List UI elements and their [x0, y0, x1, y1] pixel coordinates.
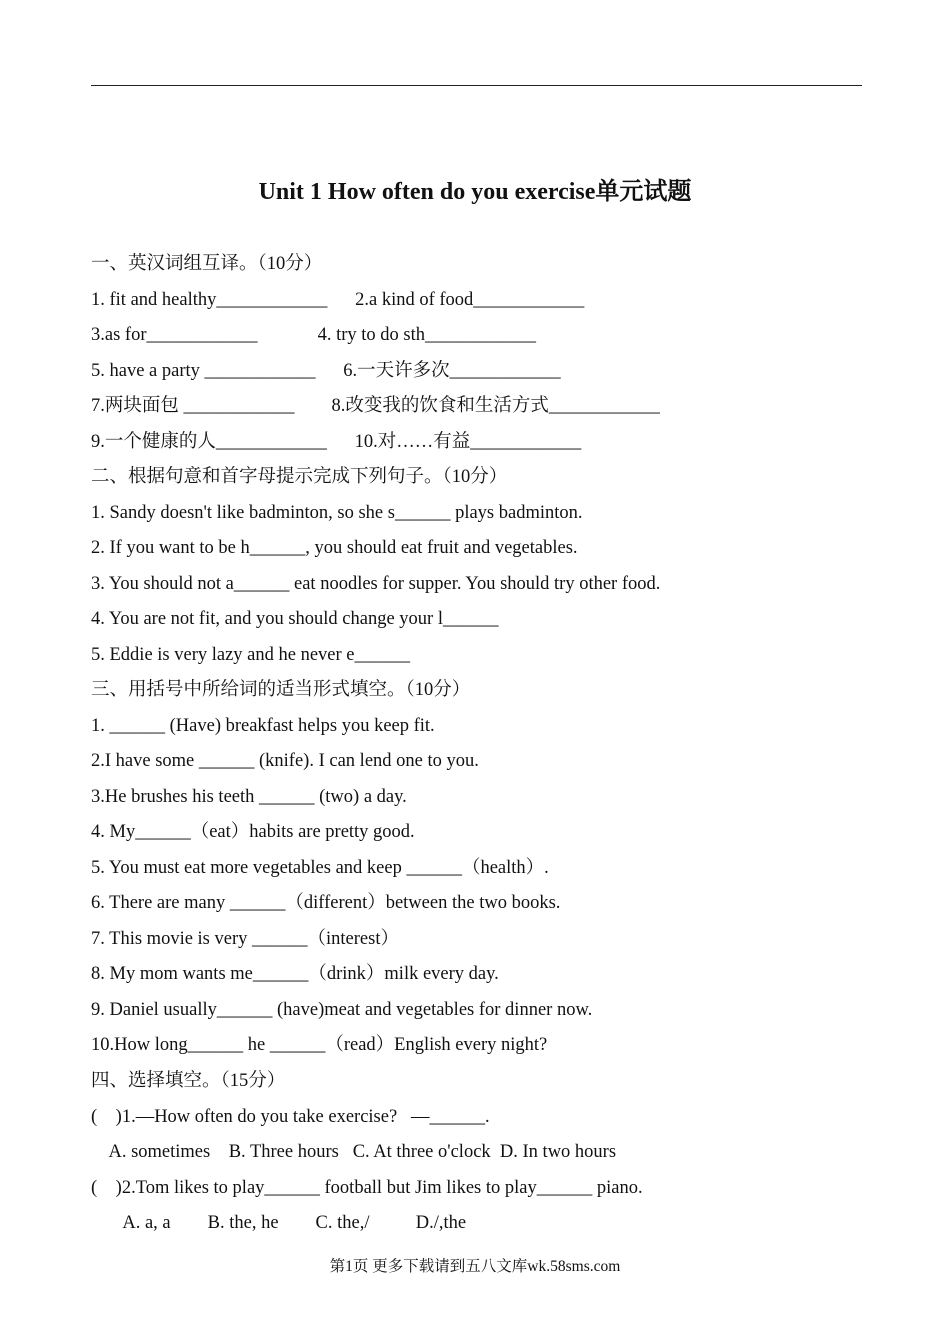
question-line: 5. Eddie is very lazy and he never e______ [91, 645, 411, 665]
question-line: 1. ______ (Have) breakfast helps you keep fit. [91, 716, 435, 736]
section-heading: 四、选择填空。（15分） [91, 1071, 286, 1091]
question-line: 4. You are not fit, and you should change your l______ [91, 609, 499, 629]
question-line: 3.He brushes his teeth ______ (two) a day. [91, 787, 407, 807]
page-title: Unit 1 How often do you exercise单元试题 [258, 179, 692, 205]
question-line: 3. You should not a______ eat noodles for supper. You should try other food. [91, 574, 661, 594]
question-line: 2. If you want to be h______, you should eat fruit and vegetables. [91, 538, 578, 558]
question-line: 7. This movie is very ______（interest） [91, 929, 399, 949]
question-line: 2.I have some ______ (knife). I can lend one to you. [91, 751, 479, 771]
page-footer: 第1页 更多下载请到五八文库wk.58sms.com [329, 1258, 621, 1275]
header-rule [91, 85, 862, 86]
question-line: 6. There are many ______（different）between the two books. [91, 893, 561, 913]
question-line: ( )2.Tom likes to play______ football but Jim likes to play______ piano. [91, 1178, 643, 1198]
question-line: 5. You must eat more vegetables and keep ______（health）. [91, 858, 549, 878]
question-line: 4. My______（eat）habits are pretty good. [91, 822, 415, 842]
question-line: 9.一个健康的人____________ 10.对……有益____________ [91, 432, 582, 452]
question-line: 7.两块面包 ____________ 8.改变我的饮食和生活方式____________ [91, 396, 660, 416]
question-line: 1. Sandy doesn't like badminton, so she s______ plays badminton. [91, 503, 583, 523]
question-line: 9. Daniel usually______ (have)meat and vegetables for dinner now. [91, 1000, 593, 1020]
answer-options: A. sometimes B. Three hours C. At three o'clock D. In two hours [91, 1142, 617, 1162]
question-line: 5. have a party ____________ 6.一天许多次____________ [91, 361, 561, 381]
section-heading: 二、根据句意和首字母提示完成下列句子。（10分） [91, 467, 508, 487]
question-line: 8. My mom wants me______（drink）milk every day. [91, 964, 499, 984]
question-line: ( )1.—How often do you take exercise? —______. [91, 1107, 490, 1127]
section-heading: 一、英汉词组互译。（10分） [91, 254, 323, 274]
answer-options: A. a, a B. the, he C. the,/ D./,the [91, 1213, 467, 1233]
question-line: 10.How long______ he ______（read）English every night? [91, 1035, 548, 1055]
section-heading: 三、用括号中所给词的适当形式填空。（10分） [91, 680, 471, 700]
question-line: 3.as for____________ 4. try to do sth____________ [91, 325, 537, 345]
question-line: 1. fit and healthy____________ 2.a kind of food____________ [91, 290, 585, 310]
